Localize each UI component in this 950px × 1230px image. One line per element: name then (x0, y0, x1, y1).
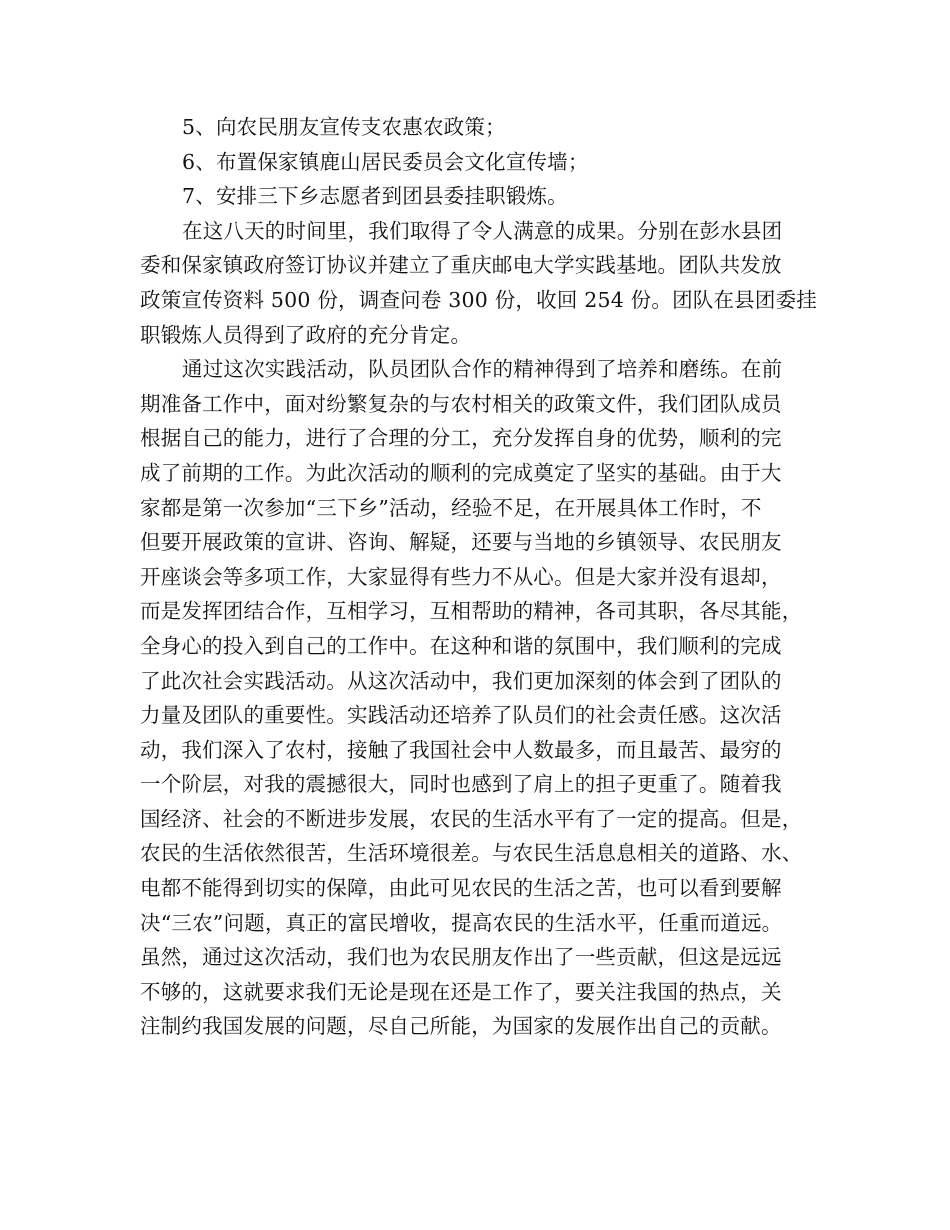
paragraph-line: 动，我们深入了农村，接触了我国社会中人数最多，而且最苦、最穷的 (140, 737, 782, 762)
paragraph-line: 但要开展政策的宣讲、咨询、解疑，还要与当地的乡镇领导、农民朋友 (140, 530, 782, 555)
paragraph-line: 了此次社会实践活动。从这次活动中，我们更加深刻的体会到了团队的 (140, 668, 782, 693)
paragraph-line: 成了前期的工作。为此次活动的顺利的完成奠定了坚实的基础。由于大 (140, 460, 782, 485)
paragraph-line: 根据自己的能力，进行了合理的分工，充分发挥自身的优势，顺利的完 (140, 426, 782, 451)
paragraph-line: 而是发挥团结合作，互相学习，互相帮助的精神，各司其职，各尽其能， (140, 599, 803, 624)
paragraph-line: 决“三农”问题，真正的富民增收，提高农民的生活水平，任重而道远。 (140, 910, 783, 935)
paragraph-line: 全身心的投入到自己的工作中。在这种和谐的氛围中，我们顺利的完成 (140, 633, 782, 658)
paragraph-line: 电都不能得到切实的保障，由此可见农民的生活之苦，也可以看到要解 (140, 876, 782, 901)
paragraph-line: 通过这次实践活动，队员团队合作的精神得到了培养和磨练。在前 (182, 357, 783, 382)
list-item: 7、安排三下乡志愿者到团县委挂职锻炼。 (182, 184, 568, 209)
paragraph-line: 不够的，这就要求我们无论是现在还是工作了，要关注我国的热点，关 (140, 979, 782, 1004)
paragraph-line: 政策宣传资料 500 份，调查问卷 300 份，收回 254 份。团队在县团委挂 (140, 287, 817, 312)
paragraph-line: 农民的生活依然很苦，生活环境很差。与农民生活息息相关的道路、水、 (140, 841, 803, 866)
paragraph-line: 职锻炼人员得到了政府的充分肯定。 (140, 322, 472, 347)
list-item: 5、向农民朋友宣传支农惠农政策； (182, 115, 506, 139)
paragraph-line: 虽然，通过这次活动，我们也为农民朋友作出了一些贡献，但这是远远 (140, 945, 782, 970)
paragraph-line: 在这八天的时间里，我们取得了令人满意的成果。分别在彭水县团 (182, 218, 783, 243)
paragraph-line: 家都是第一次参加“三下乡”活动，经验不足，在开展具体工作时，不 (140, 495, 762, 520)
paragraph-line: 国经济、社会的不断进步发展，农民的生活水平有了一定的提高。但是， (140, 806, 803, 831)
paragraph-line: 力量及团队的重要性。实践活动还培养了队员们的社会责任感。这次活 (140, 703, 782, 728)
paragraph-line: 一个阶层，对我的震撼很大，同时也感到了肩上的担子更重了。随着我 (140, 772, 782, 797)
list-item: 6、布置保家镇鹿山居民委员会文化宣传墙； (182, 149, 589, 174)
paragraph-line: 期准备工作中，面对纷繁复杂的与农村相关的政策文件，我们团队成员 (140, 391, 782, 416)
paragraph-line: 开座谈会等多项工作，大家显得有些力不从心。但是大家并没有退却， (140, 564, 782, 589)
paragraph-line: 委和保家镇政府签订协议并建立了重庆邮电大学实践基地。团队共发放 (140, 253, 782, 278)
paragraph-line: 注制约我国发展的问题，尽自己所能，为国家的发展作出自己的贡献。 (140, 1014, 782, 1039)
document-body (140, 110, 830, 1044)
